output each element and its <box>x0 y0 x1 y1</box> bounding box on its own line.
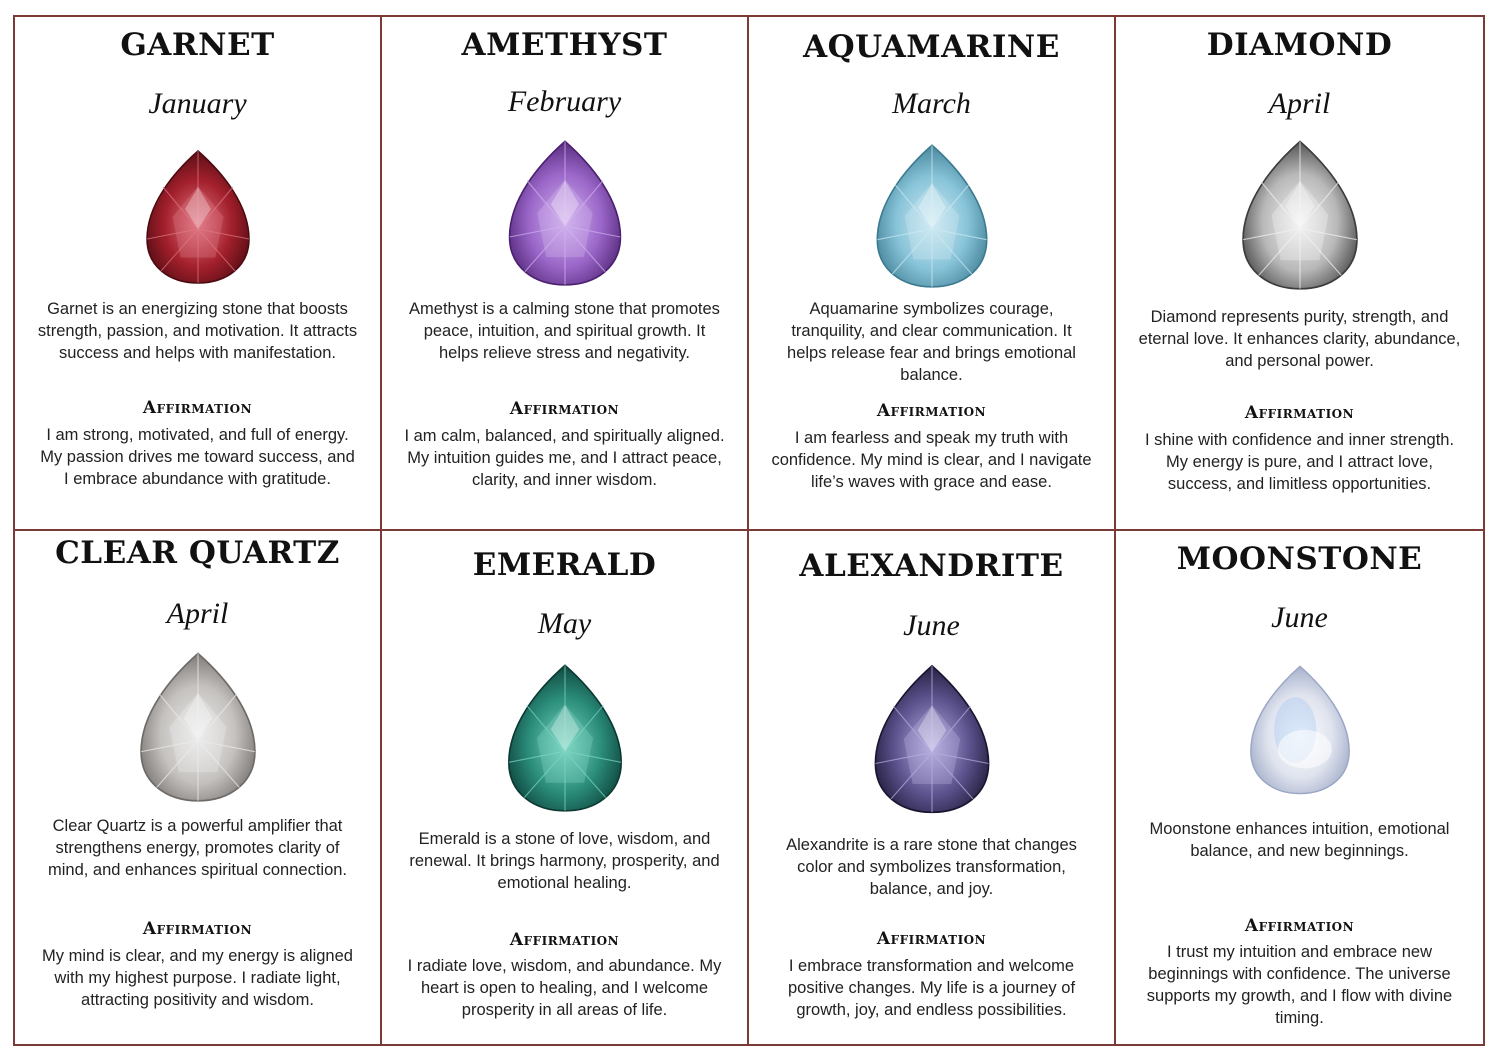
garnet-gem-icon <box>143 147 253 285</box>
diamond-gem-icon <box>1238 137 1362 291</box>
stone-name: ALEXANDRITE <box>799 547 1064 584</box>
stone-description: Diamond represents purity, strength, and eternal love. It enhances clarity, abundance, and personal power. <box>1138 308 1461 370</box>
stone-affirmation: My mind is clear, and my energy is aligned with my highest purpose. I radiate light, attracting positivity and wisdom. <box>42 946 353 1009</box>
stone-description: Garnet is an energizing stone that boosts strength, passion, and motivation. It attracts success and helps with manifestation. <box>37 300 358 362</box>
amethyst-gem-icon <box>502 137 628 287</box>
emerald-gem-icon <box>504 661 626 813</box>
stone-description: Alexandrite is a rare stone that changes color and symbolizes transformation, balance, and joy. <box>786 835 1077 898</box>
birthstone-grid <box>13 15 1485 1046</box>
moonstone-gem-icon <box>1247 655 1353 803</box>
stone-month: March <box>892 87 971 120</box>
affirmation-heading: Affirmation <box>142 398 253 418</box>
stone-card <box>382 17 749 531</box>
stone-affirmation: I shine with confidence and inner strength. My energy is pure, and I attract love, success, and limitless opportunities. <box>1144 431 1455 493</box>
stone-month: February <box>507 85 622 118</box>
stone-affirmation: I trust my intuition and embrace new beginnings with confidence. The universe supports my growth, and I flow with divine timing. <box>1146 942 1453 1027</box>
clear-quartz-gem-icon <box>133 649 263 803</box>
stone-card <box>15 17 382 531</box>
stone-name: AMETHYST <box>461 27 668 63</box>
stone-card <box>749 531 1116 1045</box>
alexandrite-gem-icon <box>871 661 993 815</box>
stone-month: June <box>1271 600 1328 634</box>
affirmation-heading: Affirmation <box>1244 403 1355 423</box>
stone-month: January <box>148 87 247 120</box>
affirmation-heading: Affirmation <box>142 918 253 939</box>
stone-affirmation: I am strong, motivated, and full of energy. My passion drives me toward success, and I embrace abundance with gratitude. <box>40 426 355 488</box>
stone-month: June <box>903 608 960 642</box>
stone-description: Clear Quartz is a powerful amplifier that strengthens energy, promotes clarity of mind, and enhances spiritual connection. <box>47 816 348 879</box>
affirmation-heading: Affirmation <box>1244 915 1355 936</box>
affirmation-heading: Affirmation <box>509 929 620 950</box>
stone-affirmation: I am calm, balanced, and spiritually aligned. My intuition guides me, and I attract peace, clarity, and inner wisdom. <box>404 427 725 489</box>
stone-name: MOONSTONE <box>1176 540 1423 577</box>
stone-card <box>15 531 382 1045</box>
stone-description: Aquamarine symbolizes courage, tranquility, and clear communication. It helps release fear and brings emotional balance. <box>787 300 1076 384</box>
stone-card <box>1116 17 1483 531</box>
stone-name: AQUAMARINE <box>803 29 1060 65</box>
stone-affirmation: I am fearless and speak my truth with confidence. My mind is clear, and I navigate life’s waves with grace and ease. <box>771 429 1092 491</box>
stone-description: Amethyst is a calming stone that promotes peace, intuition, and spiritual growth. It helps relieve stress and negativity. <box>409 300 720 362</box>
affirmation-heading: Affirmation <box>509 399 620 419</box>
stone-name: CLEAR QUARTZ <box>55 534 340 571</box>
stone-affirmation: I radiate love, wisdom, and abundance. My heart is open to healing, and I welcome prosperity in all areas of life. <box>407 956 722 1019</box>
stone-card <box>749 17 1116 531</box>
stone-name: DIAMOND <box>1206 27 1393 63</box>
stone-card <box>382 531 749 1045</box>
stone-month: May <box>537 606 592 640</box>
affirmation-heading: Affirmation <box>876 928 987 949</box>
stone-month: April <box>1268 87 1331 120</box>
aquamarine-gem-icon <box>871 141 993 289</box>
stone-name: EMERALD <box>472 546 657 583</box>
stone-affirmation: I embrace transformation and welcome positive changes. My life is a journey of growth, joy, and endless possibilities. <box>787 956 1076 1019</box>
affirmation-heading: Affirmation <box>876 401 987 421</box>
stone-card <box>1116 531 1483 1045</box>
stone-description: Emerald is a stone of love, wisdom, and renewal. It brings harmony, prosperity, and emotional healing. <box>409 829 720 892</box>
stone-name: GARNET <box>120 27 275 63</box>
stone-description: Moonstone enhances intuition, emotional balance, and new beginnings. <box>1149 819 1450 860</box>
stone-month: April <box>166 596 229 630</box>
